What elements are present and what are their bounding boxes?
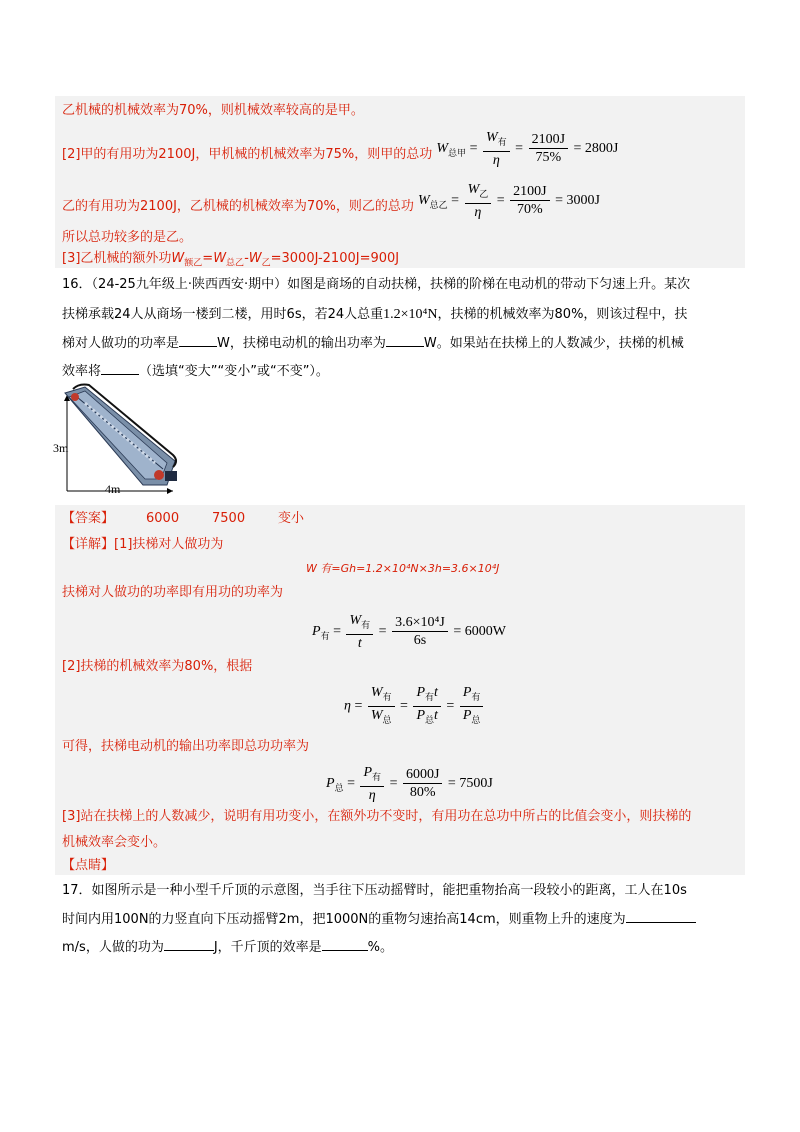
q17-blank-efficiency[interactable] [322, 937, 368, 951]
answer-value-1: 6000 [146, 511, 180, 526]
q16-line-4: 效率将 （选填“变大”“变小”或“不变”）。 [62, 361, 329, 382]
prev-line-5: [3]乙机械的额外功$W_{额乙}=W_{总乙}-W_乙=3000J-2100J=900J$ [62, 251, 400, 269]
formula-total-work-b: $W_{总乙}$ = $\frac{W_乙}{\eta}$ = $\frac{2100J}{70\%}$ = 3000J [417, 182, 600, 220]
answer-line [62, 509, 305, 529]
answer-value-2: 7500 [212, 511, 246, 526]
detail-tag: 【详解】 [62, 537, 115, 552]
answer-value-3: 变小 [278, 511, 305, 526]
q16-line-3: 梯对人做功的功率是 W，扶梯电动机的输出功率为 W。如果站在扶梯上的人数减少，扶梯的机械 [62, 333, 684, 354]
q17-blank-work[interactable] [164, 937, 214, 951]
detail-line-4: 可得，扶梯电动机的输出功率即总功功率为 [62, 739, 310, 754]
detail-line-5: [3]站在扶梯上的人数减少，说明有用功变小，在额外功不变时，有用功在总功中所占的比值会变小，则扶梯的 [62, 809, 692, 824]
prev-line-1: 乙机械的机械效率为70%，则机械效率较高的是甲。 [62, 103, 364, 118]
prev-line-3: 乙的有用功为2100J，乙机械的机械效率为70%，则乙的总功 $W_{总乙}$ = $\frac{W_乙}{\eta}$ = $\frac{2100J}{70\%}$ = 3000J [62, 182, 600, 220]
q16-line-2: 扶梯承载24人从商场一楼到二楼，用时6s，若24人总重1.2×10⁴N，扶梯的机械效率为80%，则该过程中，扶 [62, 307, 688, 322]
detail-formula-2: $P_有$ = $\frac{W_有}{t}$ = $\frac{\text{3.6×10⁴J}}{6s}$ = 6000W [312, 613, 506, 651]
detail-line-3: [2]扶梯的机械效率为80%，根据 [62, 659, 253, 674]
q17-line-2: 时间内用100N的力竖直向下压动摇臂2m，把1000N的重物匀速抬高14cm，则重物上升的速度为 [62, 909, 696, 930]
q16-blank-efficiency[interactable] [101, 361, 139, 375]
detail-tip: 【点睛】 [62, 858, 115, 873]
detail-formula-3: η = $\frac{W_有}{W_总}$ = $\frac{P_有t}{P_总t}$ = $\frac{P_有}{P_总}$ [344, 684, 485, 729]
escalator-icon [55, 383, 187, 498]
q17-line-1: 17．如图所示是一种小型千斤顶的示意图，当手往下压动摇臂时，能把重物抬高一段较小的距离，工人在10s [62, 883, 687, 898]
detail-line-6: 机械效率会变小。 [62, 835, 167, 850]
answer-tag: 【答案】 [62, 511, 115, 526]
q17-line-3: m/s，人做的功为 J，千斤顶的效率是 %。 [62, 937, 393, 958]
q16-blank-motor-power[interactable] [386, 333, 424, 347]
prev-line-2: [2]甲的有用功为2100J，甲机械的机械效率为75%，则甲的总功 $W_{总甲}$ = $\frac{W_有}{\eta}$ = $\frac{2100J}{75\%}$ = 2800J [62, 130, 619, 168]
detail-formula-4: $P_总$ = $\frac{P_有}{\eta}$ = $\frac{6000J}{80\%}$ = 7500J [326, 765, 493, 803]
detail-line-1: 【详解】[1]扶梯对人做功为 [62, 537, 224, 552]
detail-line-2: 扶梯对人做功的功率即有用功的功率为 [62, 585, 284, 600]
q16-line-1: 16．（24-25九年级上·陕西西安·期中）如图是商场的自动扶梯，扶梯的阶梯在电动机的带动下匀速上升。某次 [62, 277, 691, 292]
formula-total-work-a: $W_{总甲}$ = $\frac{W_有}{\eta}$ = $\frac{2100J}{75\%}$ = 2800J [436, 130, 619, 168]
prev-line-4: 所以总功较多的是乙。 [62, 230, 193, 245]
q17-blank-speed[interactable] [626, 909, 696, 923]
figure-width-label: 4m [105, 482, 121, 496]
escalator-figure [55, 383, 187, 498]
figure-height-label: 3m [53, 441, 69, 455]
detail-formula-1: W 有=Gh=1.2×10⁴N×3h=3.6×10⁴J [306, 562, 500, 575]
q16-blank-power[interactable] [179, 333, 217, 347]
